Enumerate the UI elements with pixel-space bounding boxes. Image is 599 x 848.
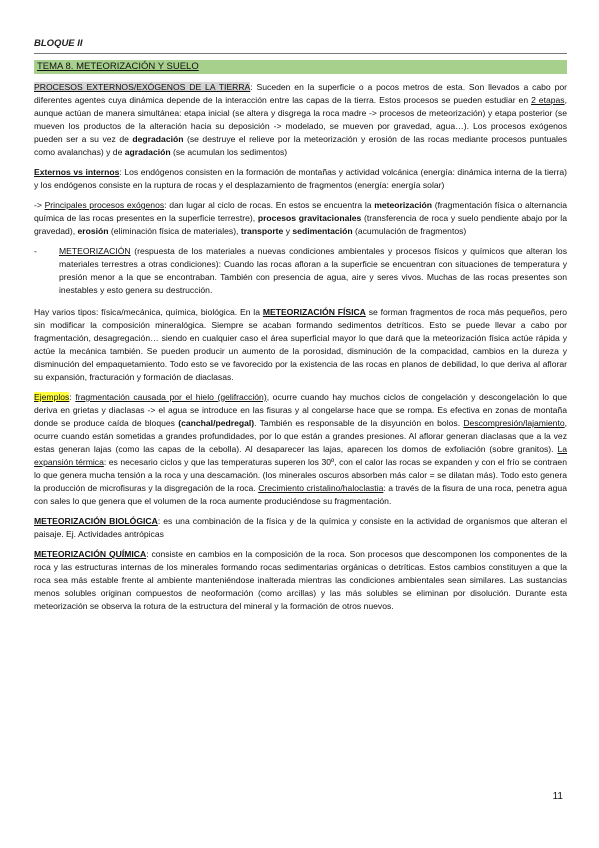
text-span: : es necesario ciclos y que las temperaturas superen los 30º, con el calor las rocas se expanden y con el frío se contraen lo que genera mucha tensión a la roca y una descamación. (los minerales oscuros absorben más calor = se dilatan más). Todo esto genera la producción de microfisuras y la disgregación de la roca. bbox=[34, 457, 567, 493]
term-crystal-growth: Crecimiento cristalino/haloclastia bbox=[258, 483, 384, 493]
term-two-stages: 2 etapas bbox=[531, 95, 565, 105]
paragraph-external-vs-internal bbox=[34, 166, 567, 192]
heading-physical-weathering: METEORIZACIÓN FÍSICA bbox=[262, 307, 366, 317]
text-span: : Los endógenos consisten en la formación de montañas y actividad volcánica (energía: dinámica interna de la tierra) y los endógenos consiste en la ruptura de rocas y el desplazamiento de fragmentos (energía: energía solar) bbox=[34, 167, 567, 190]
heading-external-vs-internal: Externos vs internos bbox=[34, 167, 120, 177]
heading-external-processes: PROCESOS EXTERNOS/EXÓGENOS DE LA TIERRA bbox=[34, 82, 251, 92]
term-degradation: degradación bbox=[132, 134, 184, 144]
text-span: Hay varios tipos: física/mecánica, química, biológica. En la bbox=[34, 307, 263, 317]
text-span: (acumulación de fragmentos) bbox=[352, 226, 467, 236]
term-decompression: Descompresión/lajamiento bbox=[463, 418, 565, 428]
bullet-dash: - bbox=[34, 246, 37, 256]
paragraph-chemical-weathering bbox=[34, 548, 567, 613]
term-agradation: agradación bbox=[124, 147, 171, 157]
page-number: 11 bbox=[552, 791, 563, 802]
text-span: (respuesta de los materiales a nuevas condiciones ambientales y procesos físicos y químicos que alteran los materiales terrestres a otras condiciones): Cuando las rocas afloran a la superficie se encuentran con situaciones de temperatura y presión menor a la que se encontraban. También con presencia de agua, aire y seres vivos. Muchas de las rocas presentes son inestables y esto genera su destrucción. bbox=[59, 246, 567, 295]
heading-main-processes: Principales procesos exógenos bbox=[44, 200, 165, 210]
text-span: (transferencia de roca y suelo pendiente abajo por la gravedad), bbox=[34, 213, 567, 236]
text-span: . También es responsable de la disyunción en bolos. bbox=[254, 418, 464, 428]
text-span: (fragmentación física o alternancia química de las rocas presentes en la superficie terrestre), bbox=[34, 200, 567, 223]
term-thermal-expansion: La expansión térmica bbox=[34, 444, 567, 467]
content-body bbox=[34, 81, 567, 620]
text-span: (eliminación física de materiales), bbox=[108, 226, 241, 236]
paragraph-external-processes bbox=[34, 81, 567, 159]
text-span: : es una combinación de la física y de la química y consiste en la actividad de organismos que alteran el paisaje. Ej. Actividades antrópicas bbox=[34, 516, 567, 539]
paragraph-physical-weathering bbox=[34, 306, 567, 384]
paragraph-examples bbox=[34, 391, 567, 508]
text-span: (se destruye el relieve por la meteorización y erosión de las rocas mediante procesos puntuales como avalanchas) y de bbox=[34, 134, 567, 157]
header-divider bbox=[34, 53, 567, 54]
text-span: : consiste en cambios en la composición de la roca. Son procesos que descomponen los componentes de la roca y las estructuras internas de los minerales formando rocas sedimentarias orgánicas o detríticas. Estos cambios constituyen a que la roca sea más estable frente al ambiente manteniéndose inalterada mientras las condiciones ambientales sean similares. Las sustancias menos solubles originan compuestos de neoformación (como arcillas) y las más solubles se eliminan por disolución. Durante esta meteorización se observa la rotura de la estructura del mineral y la formación de otros nuevos. bbox=[34, 549, 568, 611]
term-weathering: meteorización bbox=[374, 200, 433, 210]
text-span: , aunque actúan de manera simultánea: etapa inicial (se altera y disgrega la roca madre -> procesos de meteorización) y etapa posterior (se mueven los productos de la alteración hacia su deposición -> modelado, se mueven por gravedad, agua…). Los procesos exógenos pueden ser a su vez de bbox=[34, 95, 567, 144]
term-gelifraction: fragmentación causada por el hielo (gelifracción) bbox=[75, 392, 267, 402]
paragraph-biological-weathering bbox=[34, 515, 567, 541]
label-examples: Ejemplos bbox=[34, 392, 70, 402]
heading-weathering: METEORIZACIÓN bbox=[59, 246, 131, 256]
term-transport: transporte bbox=[240, 226, 284, 236]
heading-biological-weathering: METEORIZACIÓN BIOLÓGICA bbox=[34, 516, 158, 526]
term-canchal: (canchal/pedregal) bbox=[178, 418, 255, 428]
term-sedimentation: sedimentación bbox=[292, 226, 353, 236]
term-gravitational: procesos gravitacionales bbox=[257, 213, 362, 223]
topic-banner bbox=[34, 60, 567, 74]
topic-title: TEMA 8. METEORIZACIÓN Y SUELO bbox=[37, 61, 199, 72]
paragraph-main-processes bbox=[34, 199, 567, 238]
bullet-weathering bbox=[34, 245, 567, 297]
arrow-text: -> bbox=[34, 200, 45, 210]
text-span: : a través de la fisura de una roca, penetra agua con sales lo que genera que el volumen de la roca aumente produciéndose su fragmentación. bbox=[34, 483, 567, 506]
text-span: : bbox=[69, 392, 76, 402]
text-span: : dan lugar al ciclo de rocas. En estos se encuentra la bbox=[164, 200, 375, 210]
text-span: (se acumulan los sedimentos) bbox=[170, 147, 288, 157]
text-span: , ocurre cuando hay muchos ciclos de congelación y descongelación lo que deriva en grietas y diaclasas -> el agua se introduce en las fisuras y al congelarse hace que se rompa. Es efectiva en zonas de montaña donde se produce caída de bloques bbox=[34, 392, 567, 428]
heading-chemical-weathering: METEORIZACIÓN QUÍMICA bbox=[34, 549, 147, 559]
text-span: y bbox=[283, 226, 293, 236]
text-span: , ocurre cuando están sometidas a grandes profundidades, por lo que están a grandes presiones. Al aflorar generan diaclasas que a la vez estas generan lajas (como las capas de la cebolla). Al desaparecer las lajas, aparecen los domos de exfoliación (sobre granitos). bbox=[34, 418, 567, 454]
text-span: : Suceden en la superficie o a pocos metros de esta. Son llevados a cabo por diferentes agentes cuya dinámica depende de la interacción entre las capas de la tierra. Estos procesos se pueden estudiar en bbox=[34, 82, 567, 105]
text-span: se forman fragmentos de roca más pequeños, pero sin modificar la composición mineralógica. Siempre se acaban formando sedimentos detríticos. Esto se puede llevar a cabo por fragmentación, desagregación… siendo en cualquier caso el área superficial mayor lo que dará que la meteorización física actúe rápida y actúe la mecánica también. Se pueden producir un aumento de la porosidad, disminución de la compacidad, cambios en la dureza y disminución del empaquetamiento. Todo esto se ve favorecido por la existencia de las rocas en planos de debilidad, lo que deriva al aflorar su expansión, fracturación y formación de diaclasas. bbox=[34, 307, 568, 382]
term-erosion: erosión bbox=[77, 226, 109, 236]
block-header: BLOQUE II bbox=[34, 38, 83, 49]
